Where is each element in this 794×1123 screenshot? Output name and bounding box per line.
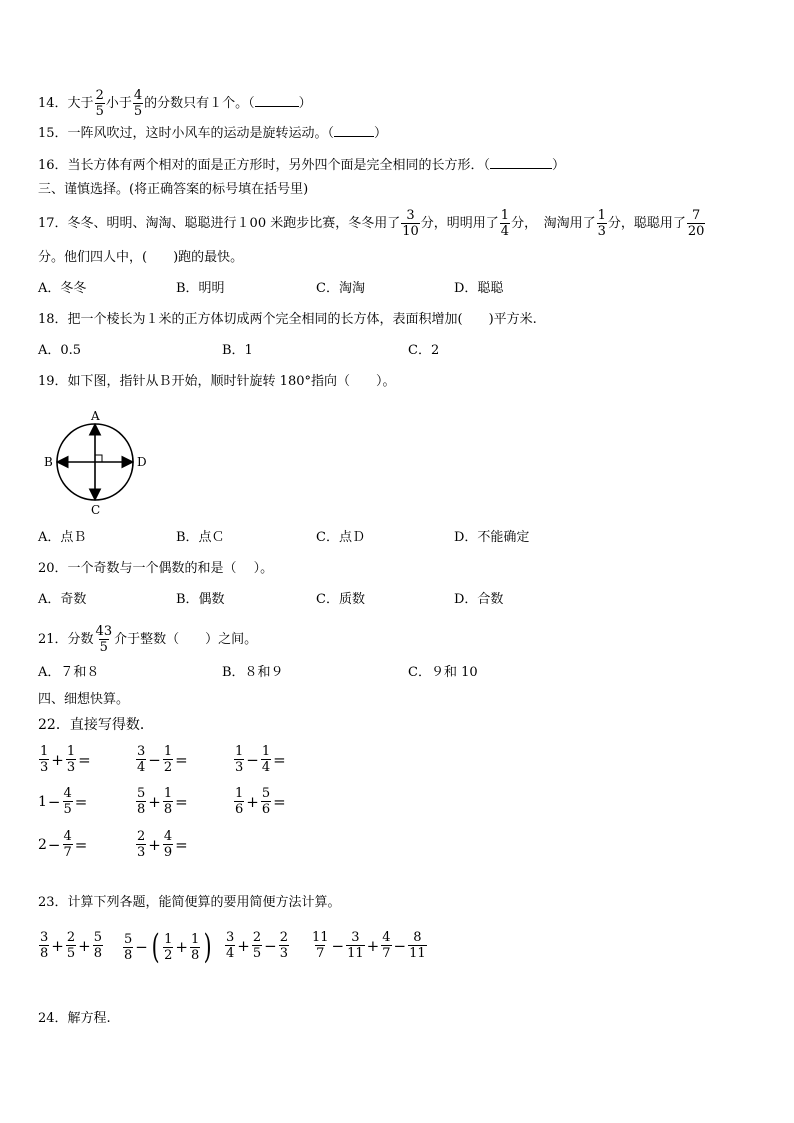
- answer-blank[interactable]: [255, 94, 299, 107]
- denominator: 5: [95, 104, 104, 119]
- denominator: 10: [402, 224, 419, 239]
- option-b[interactable]: B．点Ｃ: [176, 530, 225, 545]
- section-heading: 三、谨慎选择。(将正确答案的标号填在括号里): [38, 182, 309, 197]
- question-19: 19．如下图，指针从Ｂ开始，顺时针旋转 180°指向（ ）。: [38, 374, 396, 389]
- question-14: [38, 88, 312, 119]
- numerator: 1: [500, 208, 510, 223]
- expression: $\frac{11}{7}$ − $\frac{3}{11}$ + $\frac{4}{7}$ − $\frac{8}{11}$: [312, 930, 426, 961]
- denominator: 20: [687, 224, 705, 239]
- option-b[interactable]: B．明明: [176, 281, 225, 296]
- option-a[interactable]: A．奇数: [38, 592, 87, 607]
- expression: $\frac{3}{4}$ + $\frac{2}{5}$ − $\frac{2}{3}$: [226, 930, 288, 961]
- answer-blank[interactable]: [490, 156, 552, 169]
- fraction: [500, 208, 510, 239]
- text: 分，聪聪用了: [607, 216, 686, 231]
- option-a[interactable]: A．0.5: [38, 343, 82, 358]
- option-b[interactable]: B．偶数: [176, 592, 225, 607]
- question-18: 18．把一个棱长为１米的正方体切成两个完全相同的长方体，表面积增加( )平方米.: [38, 312, 537, 327]
- expression: $\frac{1}{3}$ − $\frac{1}{4}$ =: [235, 744, 286, 775]
- question-text: 16．当长方体有两个相对的面是正方形时，另外四个面是完全相同的长方形．（: [38, 158, 491, 173]
- label-a: A: [91, 409, 100, 423]
- denominator: 3: [597, 224, 606, 239]
- option-c[interactable]: C．点Ｄ: [316, 530, 365, 545]
- expression: $\frac{1}{6}$ + $\frac{5}{6}$ =: [235, 786, 286, 817]
- text: 分， 淘淘用了: [511, 216, 596, 231]
- option-d[interactable]: D．合数: [454, 592, 504, 607]
- expression: $\frac{5}{8}$ − ( $\frac{1}{2}$ + $\frac{1}{8}$ ): [124, 927, 212, 967]
- text: 的分数只有１个。（: [144, 96, 255, 111]
- text: 分，明明用了: [420, 216, 499, 231]
- question-16: [38, 156, 565, 175]
- option-a[interactable]: A．冬冬: [38, 281, 87, 296]
- label-d: D: [137, 455, 147, 469]
- label-c: C: [91, 503, 101, 517]
- text: ）: [298, 96, 312, 111]
- expression: $\frac{1}{3}$ + $\frac{1}{3}$ =: [40, 744, 91, 775]
- option-c[interactable]: C．９和 10: [408, 665, 478, 680]
- denominator: 4: [500, 224, 510, 239]
- numerator: 7: [692, 208, 701, 223]
- text: ）: [374, 126, 388, 141]
- text: 介于整数（ ）之间。: [114, 632, 258, 647]
- option-a[interactable]: A．点Ｂ: [38, 530, 87, 545]
- numerator: 4: [133, 88, 143, 103]
- text: 大于: [67, 96, 94, 111]
- text: 21．分数: [38, 632, 94, 647]
- option-c[interactable]: C．淘淘: [316, 281, 365, 296]
- question-23-title: 23．计算下列各题，能简便算的要用简便方法计算。: [38, 895, 341, 910]
- fraction: [95, 88, 105, 119]
- right-angle-mark: [95, 455, 102, 462]
- expression: $\frac{5}{8}$ + $\frac{1}{8}$ =: [137, 786, 188, 817]
- question-text: 15．一阵风吹过，这时小风车的运动是旋转运动。（: [38, 126, 335, 141]
- answer-blank[interactable]: [334, 124, 374, 137]
- text: 小于: [105, 96, 132, 111]
- option-d[interactable]: D．不能确定: [454, 530, 530, 545]
- question-24-title: 24．解方程.: [38, 1011, 111, 1026]
- section-heading: 四、细想快算。: [38, 692, 130, 707]
- denominator: 5: [133, 104, 143, 119]
- fraction: [687, 208, 706, 239]
- question-17-line2: 分。他们四人中，( )跑的最快。: [38, 250, 244, 265]
- compass-diagram: [38, 404, 154, 520]
- expression: 1 − $\frac{4}{5}$ =: [38, 786, 88, 817]
- option-c[interactable]: C．质数: [316, 592, 365, 607]
- option-a[interactable]: A．７和８: [38, 665, 100, 680]
- expression: $\frac{2}{3}$ + $\frac{4}{9}$ =: [137, 829, 188, 860]
- expression: $\frac{3}{8}$ + $\frac{2}{5}$ + $\frac{5}{8}$: [40, 930, 102, 961]
- fraction: [597, 208, 607, 239]
- denominator: 5: [99, 640, 108, 655]
- label-b: B: [44, 455, 53, 469]
- expression: $\frac{3}{4}$ − $\frac{1}{2}$ =: [137, 744, 188, 775]
- text: ）: [552, 158, 566, 173]
- numerator: 2: [95, 88, 104, 103]
- fraction: [401, 208, 420, 239]
- option-c[interactable]: C．2: [408, 343, 440, 358]
- option-b[interactable]: B．８和９: [222, 665, 284, 680]
- option-b[interactable]: B．1: [222, 343, 253, 358]
- numerator: 1: [597, 208, 606, 223]
- fraction: [95, 624, 114, 655]
- question-22-title: 22．直接写得数．: [38, 717, 154, 733]
- question-15: [38, 124, 387, 143]
- question-number: 14．: [38, 96, 68, 111]
- fraction: [133, 88, 143, 119]
- numerator: 43: [95, 624, 113, 639]
- numerator: 3: [406, 208, 415, 223]
- option-d[interactable]: D．聪聪: [454, 281, 504, 296]
- question-21: [38, 624, 257, 655]
- question-20: 20．一个奇数与一个偶数的和是（ ）。: [38, 561, 274, 576]
- expression: 2 − $\frac{4}{7}$ =: [38, 829, 88, 860]
- text: 17．冬冬、明明、淘淘、聪聪进行１00 米跑步比赛，冬冬用了: [38, 216, 401, 231]
- question-17: [38, 208, 706, 239]
